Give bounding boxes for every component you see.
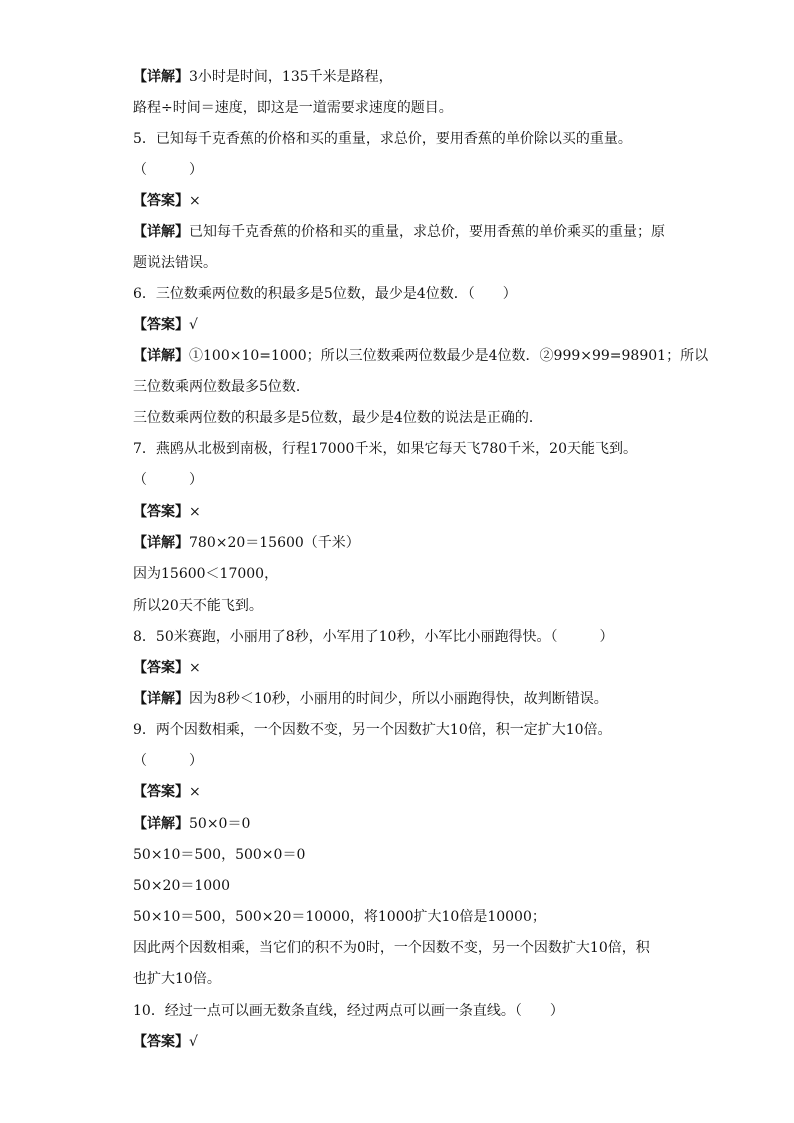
text-line: 8．50米赛跑，小丽用了8秒，小军用了10秒，小军比小丽跑得快。（ ） <box>133 629 614 645</box>
text-line: （ ） <box>133 753 203 769</box>
section-tag: 【详解】 <box>133 816 189 832</box>
text-line: （ ） <box>133 472 203 488</box>
text-line: 题说法错误。 <box>133 255 217 271</box>
section-tag: 【详解】 <box>133 348 189 364</box>
text-line <box>133 782 201 802</box>
line-body: × <box>189 504 201 520</box>
line-body: 3小时是时间，135千米是路程， <box>189 69 393 85</box>
text-line: 因此两个因数相乘，当它们的积不为0时，一个因数不变，另一个因数扩大10倍，积 <box>133 940 650 956</box>
text-line: 6．三位数乘两位数的积最多是5位数，最少是4位数．（ ） <box>133 286 517 302</box>
text-line: 所以20天不能飞到。 <box>133 598 263 614</box>
line-body: 50×0＝0 <box>189 816 251 832</box>
line-body: 因为8秒＜10秒，小丽用的时间少，所以小丽跑得快，故判断错误。 <box>189 691 608 707</box>
text-line: （ ） <box>133 162 203 178</box>
text-line <box>133 814 250 834</box>
section-tag: 【详解】 <box>133 691 189 707</box>
line-body: × <box>189 660 201 676</box>
text-line <box>133 67 393 87</box>
text-line <box>133 533 360 553</box>
text-line <box>133 502 201 522</box>
section-tag: 【答案】 <box>133 660 189 676</box>
line-body: √ <box>189 1034 198 1050</box>
text-line: 路程÷时间＝速度，即这是一道需要求速度的题目。 <box>133 100 453 116</box>
text-line <box>133 191 201 211</box>
text-line <box>133 315 198 335</box>
text-line: 也扩大10倍。 <box>133 971 221 987</box>
section-tag: 【答案】 <box>133 193 189 209</box>
text-line: 7．燕鸥从北极到南极，行程17000千米，如果它每天飞780千米，20天能飞到。 <box>133 441 637 457</box>
text-line <box>133 1032 198 1052</box>
text-line: 5．已知每千克香蕉的价格和买的重量，求总价，要用香蕉的单价除以买的重量。 <box>133 131 632 147</box>
text-line: 因为15600＜17000， <box>133 566 279 582</box>
line-body: ①100×10=1000；所以三位数乘两位数最少是4位数．②999×99=98901；所以 <box>189 348 709 364</box>
line-body: √ <box>189 317 198 333</box>
section-tag: 【详解】 <box>133 535 189 551</box>
section-tag: 【详解】 <box>133 69 189 85</box>
text-line: 50×10＝500，500×0＝0 <box>133 847 306 863</box>
text-line: 9．两个因数相乘，一个因数不变，另一个因数扩大10倍，积一定扩大10倍。 <box>133 722 612 738</box>
text-line: 三位数乘两位数最多5位数． <box>133 379 310 395</box>
text-line: 10．经过一点可以画无数条直线，经过两点可以画一条直线。（ ） <box>133 1003 564 1019</box>
line-body: 已知每千克香蕉的价格和买的重量，求总价，要用香蕉的单价乘买的重量；原 <box>189 224 665 240</box>
text-line: 50×10＝500，500×20＝10000，将1000扩大10倍是10000； <box>133 909 546 925</box>
line-body: × <box>189 193 201 209</box>
section-tag: 【答案】 <box>133 784 189 800</box>
text-line <box>133 658 201 678</box>
text-line <box>133 689 608 709</box>
text-line <box>133 222 665 242</box>
section-tag: 【答案】 <box>133 504 189 520</box>
section-tag: 【答案】 <box>133 317 189 333</box>
line-body: × <box>189 784 201 800</box>
line-body: 780×20＝15600（千米） <box>189 535 360 551</box>
text-line <box>133 346 708 366</box>
text-line: 50×20＝1000 <box>133 878 230 894</box>
section-tag: 【详解】 <box>133 224 189 240</box>
text-line: 三位数乘两位数的积最多是5位数，最少是4位数的说法是正确的． <box>133 410 543 426</box>
section-tag: 【答案】 <box>133 1034 189 1050</box>
